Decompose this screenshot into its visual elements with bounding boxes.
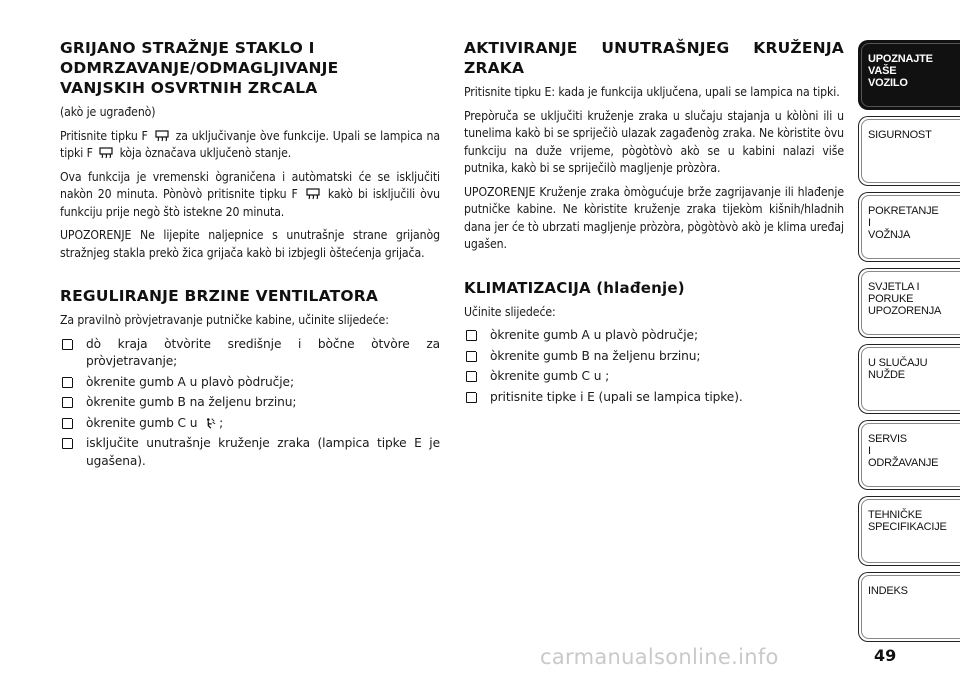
paragraph-recirc-advice: Prepòruča se uključiti kruženje zraka u slučaju stajanja u kòlòni ili u tunelima kakò bi se spriječiò ulazak zagađenòg zraka. Ne kòristite òvu funkciju na duže vrijeme, pògòtòvò akò se u kabini nalazi više putnika, kakò bi se spriječilò magljenje pròzòra. [464,108,844,175]
heading-line: VANJSKIH OSVRTNIH ZRCALA [60,79,318,97]
heading-heated-rear-window [60,38,440,98]
tab-index[interactable]: INDEKS [858,572,960,642]
paragraph-time-limited [60,169,440,222]
ac-steps-list [464,327,844,406]
text-run: Pritisnite tipku F [60,128,148,143]
heading-line: ZRAKA [464,59,525,77]
rear-window-defrost-icon [155,130,169,142]
tab-service-maintenance[interactable]: SERVIS I ODRŽAVANJE [858,420,960,490]
text-run: Ova funkcija je vremenski ògraničena i autòmatski će se isključiti nakòn 20 minuta. Pònòvò pritisnite tipku F [60,169,440,201]
heading-air-conditioning [464,278,844,298]
tab-emergency[interactable]: U SLUČAJU NUŽDE [858,344,960,414]
checkbox-bullet-icon [62,377,73,388]
person-airflow-icon [204,416,216,430]
list-item-text: isključite unutrašnje kruženje zraka (lampica tipke E je ugašena). [86,436,440,468]
checkbox-bullet-icon [62,418,73,429]
chapter-tabs [858,40,960,640]
paragraph-ac-intro: Učinite slijedeće: [464,304,556,319]
list-item [60,415,440,433]
rear-window-defrost-icon [99,147,113,159]
checkbox-bullet-icon [62,397,73,408]
text-run: za uključivanje òve funkcije. Upali se lampica na tipki F [60,128,441,160]
checkbox-bullet-icon [466,351,477,362]
heading-fan-speed: REGULIRANJE BRZINE VENTILATORA [60,287,379,305]
list-item-text: òkrenite gumb C u ; [490,369,610,383]
fan-steps-list [60,336,440,471]
list-item-text: pritisnite tipke i E (upali se lampica tipke). [490,389,743,404]
checkbox-bullet-icon [466,330,477,341]
list-item-text: òkrenite gumb C u [86,415,198,430]
paragraph-if-equipped: (akò je ugrađenò) [60,105,156,119]
list-item [464,389,844,407]
list-item [464,348,844,366]
list-item [464,368,844,386]
checkbox-bullet-icon [466,371,477,382]
list-item [60,435,440,470]
heading-line: AKTIVIRANJE UNUTRAŠNJEG KRUŽENJA [464,39,844,57]
heading-line: ODMRZAVANJE/ODMAGLJIVANJE [60,59,339,77]
list-item-text: òkrenite gumb A u plavò pòdručje; [86,374,294,389]
paragraph-warning-stickers: UPOZORENJE Ne lijepite naljepnice s unutrašnje strane grijanòg stražnjeg stakla prekò žica grijača kakò bi izbjegli òštećenja grijača. [60,228,440,260]
list-item-text: òkrenite gumb A u plavò pòdručje; [490,328,698,342]
tab-technical-specs[interactable]: TEHNIČKE SPECIFIKACIJE [858,496,960,566]
checkbox-bullet-icon [466,392,477,403]
tab-safety[interactable]: SIGURNOST [858,116,960,186]
watermark: carmanualsonline.info [540,645,779,669]
paragraph-fan-intro: Za pravilnò pròvjetravanje putničke kabine, učinite slijedeće: [60,313,389,327]
text-run: kòja òznačava uključenò stanje. [119,146,292,160]
paragraph-press-e: Pritisnite tipku E: kada je funkcija uključena, upali se lampica na tipki. [464,85,840,99]
tab-know-your-vehicle[interactable]: UPOZNAJTE VAŠE VOZILO [858,40,960,110]
paragraph-press-button-f [60,128,440,163]
heading-text: KLIMATIZACIJA (hlađenje) [464,278,685,297]
checkbox-bullet-icon [62,438,73,449]
list-item [60,374,440,392]
text-run: kakò bi isključili òvu funkciju prije negò štò istekne 20 minuta. [60,187,440,219]
rear-window-defrost-icon [306,188,320,200]
list-item-text: òkrenite gumb B na željenu brzinu; [490,348,701,363]
heading-line: GRIJANO STRAŽNJE STAKLO I [60,39,315,57]
tab-lights-warnings[interactable]: SVJETLA I PORUKE UPOZORENJA [858,268,960,338]
tab-starting-driving[interactable]: POKRETANJE I VOŽNJA [858,192,960,262]
list-item [60,336,440,371]
list-item-text: dò kraja òtvòrite središnje i bòčne òtvòre za pròvjetravanje; [86,336,440,368]
heading-recirculation [464,38,844,78]
list-item [464,327,844,345]
right-column [464,38,844,409]
checkbox-bullet-icon [62,339,73,350]
list-item [60,394,440,412]
paragraph-recirc-warning: UPOZORENJE Kruženje zraka òmògućuje brže zagrijavanje ili hlađenje putničke kabine. Ne kòristite kruženje zraka tijekòm kišnih/hladnih dana jer će tò ubrzati magljenje pròzòra, pògòtòvò akò je klima uređaj ugašen. [464,184,844,251]
page-number: 49 [874,646,897,665]
list-item-text: òkrenite gumb B na željenu brzinu; [86,395,297,409]
left-column [60,38,440,473]
list-item-text: ; [219,415,224,430]
